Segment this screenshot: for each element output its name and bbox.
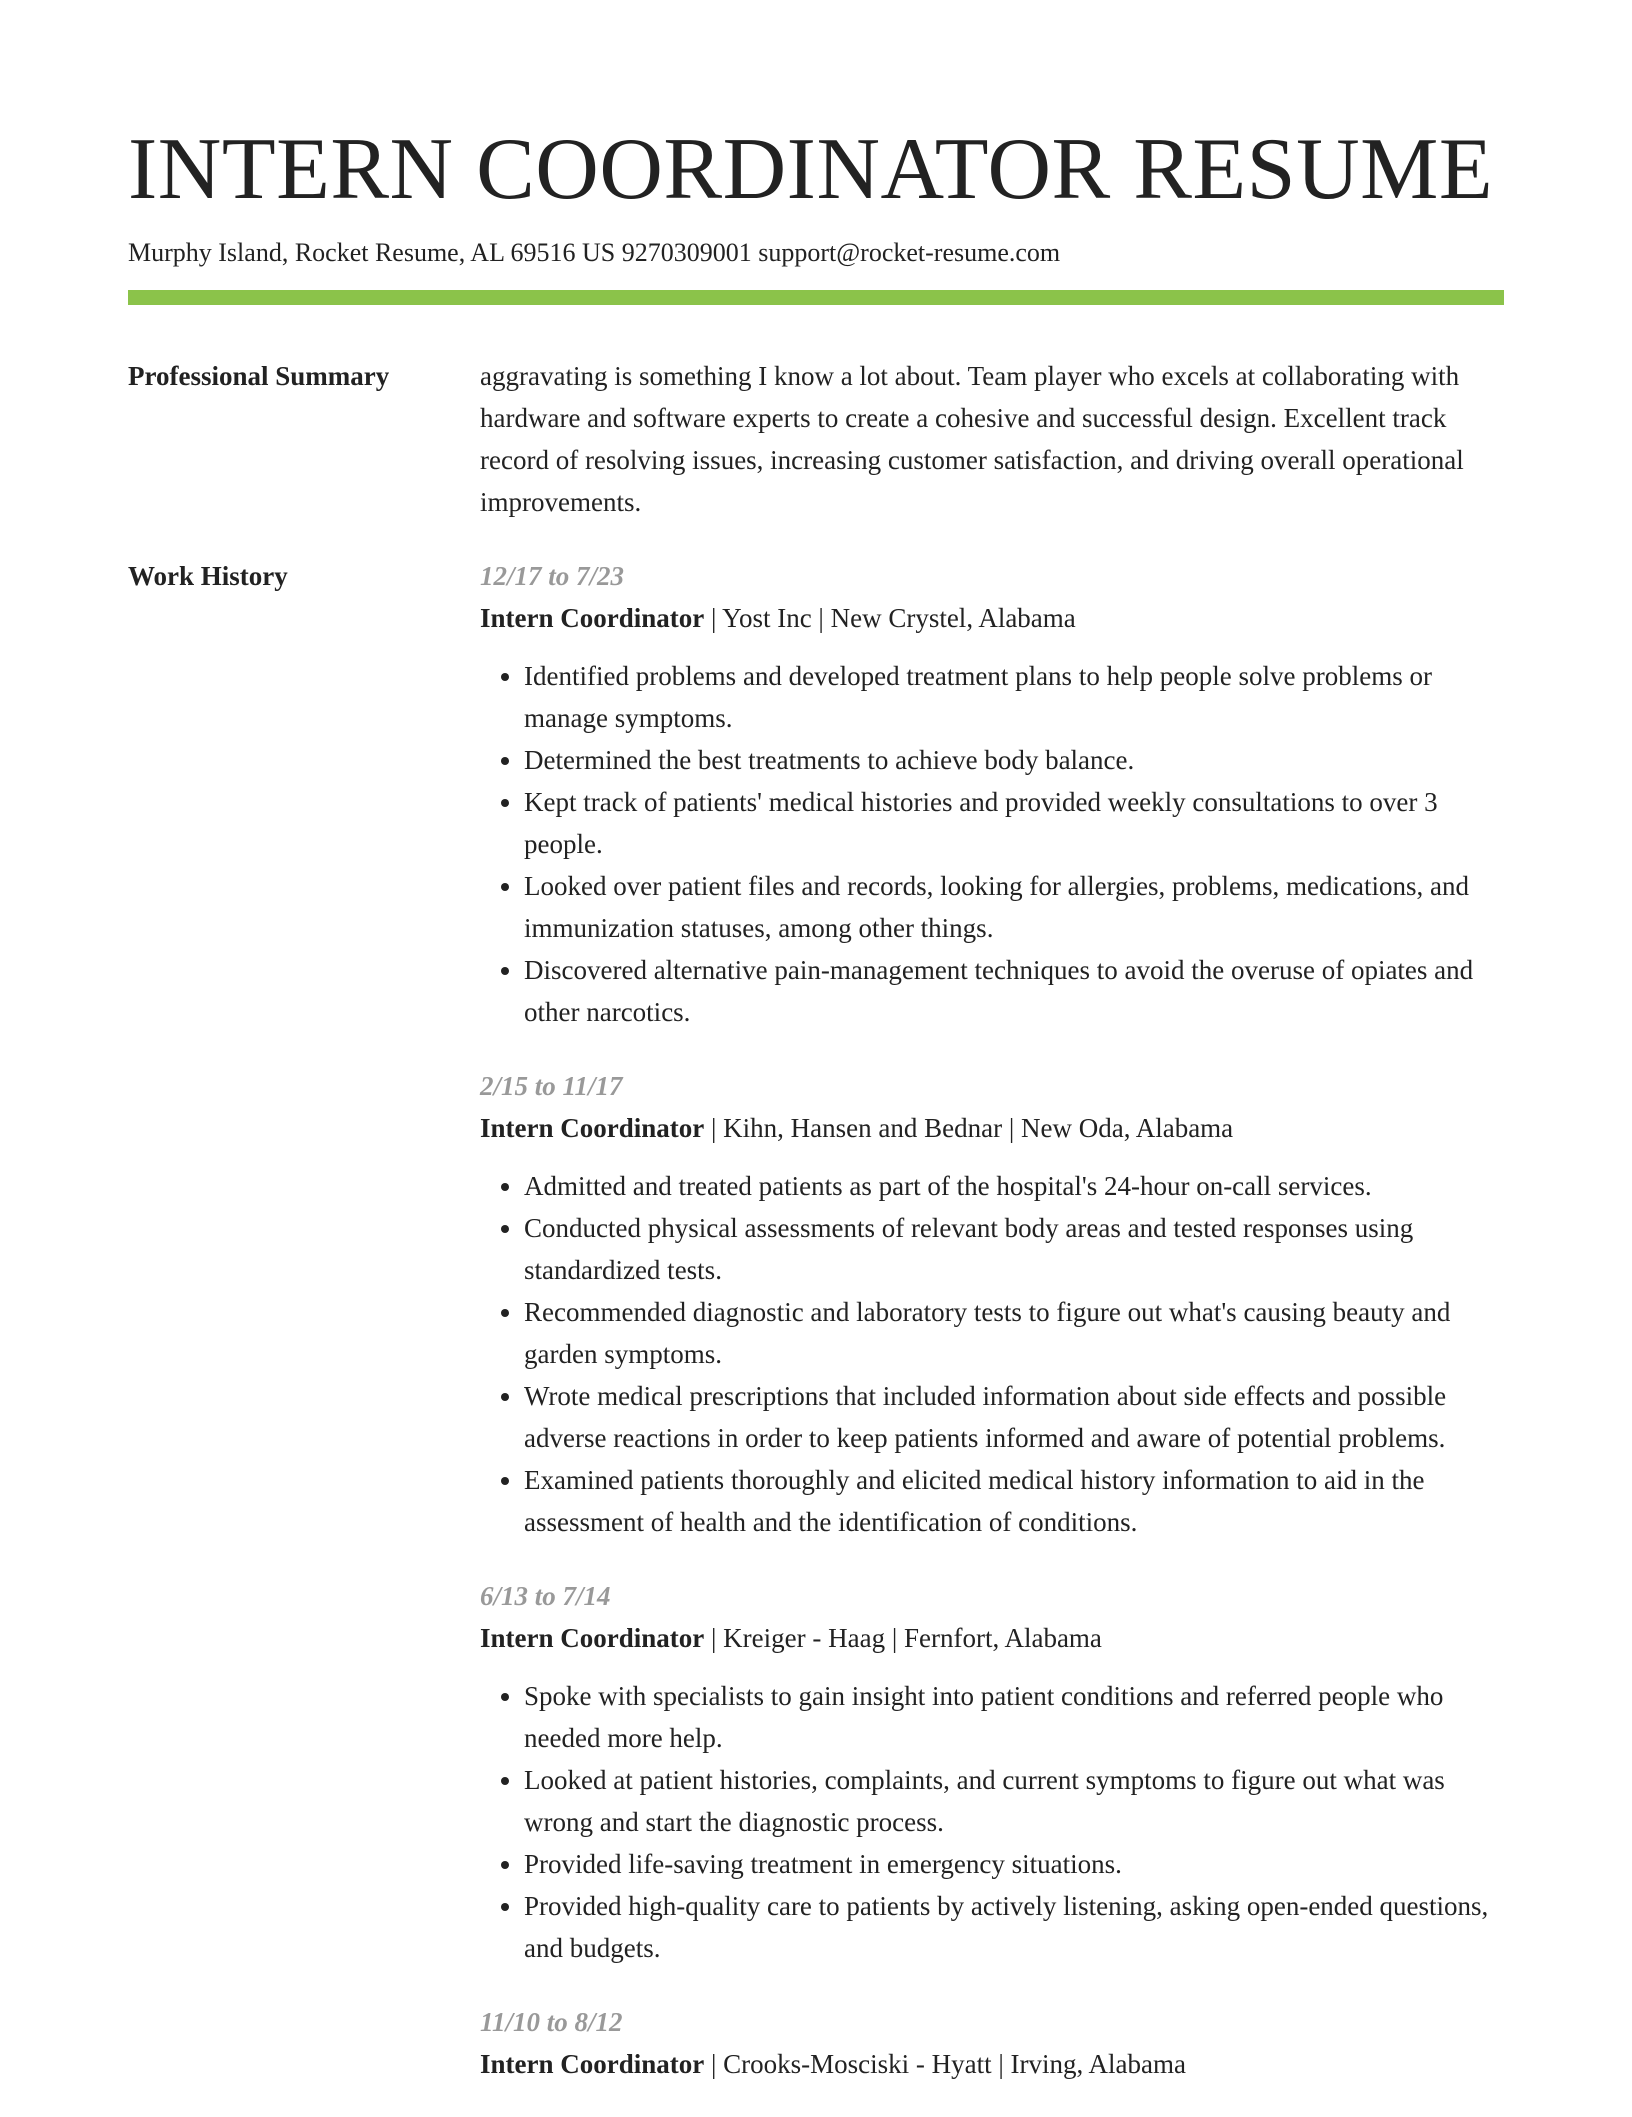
resume-title: INTERN COORDINATOR RESUME [128, 121, 1494, 218]
job-bullet: • Recommended diagnostic and laboratory tests to figure out what's causing beauty and garden symptoms. [524, 1291, 1504, 1375]
job-header [480, 597, 1504, 639]
job-bullet: • Wrote medical prescriptions that included information about side effects and possible adverse reactions in order to keep patients informed and aware of potential problems. [524, 1375, 1504, 1459]
job-details: | Kreiger - Haag | Fernfort, Alabama [704, 1623, 1102, 1653]
job-details: | Kihn, Hansen and Bednar | New Oda, Alabama [704, 1113, 1234, 1143]
job-bullet: • Determined the best treatments to achieve body balance. [524, 739, 1504, 781]
job-entry [480, 1575, 1504, 1969]
job-title: Intern Coordinator [480, 1113, 705, 1143]
job-bullet: • Conducted physical assessments of relevant body areas and tested responses using standardized tests. [524, 1207, 1504, 1291]
job-dates: 2/15 to 11/17 [480, 1071, 623, 1101]
job-entry [480, 2001, 1504, 2085]
job-bullet: • Provided life-saving treatment in emergency situations. [524, 1843, 1504, 1885]
job-entry [480, 1065, 1504, 1543]
job-details: | Yost Inc | New Crystel, Alabama [704, 603, 1076, 633]
job-header [480, 1617, 1504, 1659]
section-label-professional-summary: Professional Summary [128, 361, 390, 391]
job-bullet: • Admitted and treated patients as part of the hospital's 24-hour on-call services. [524, 1165, 1504, 1207]
job-bullet: • Discovered alternative pain-management techniques to avoid the overuse of opiates and other narcotics. [524, 949, 1504, 1033]
job-dates: 12/17 to 7/23 [480, 561, 625, 591]
job-details: | Crooks-Mosciski - Hyatt | Irving, Alabama [704, 2049, 1186, 2079]
job-header [480, 2043, 1504, 2085]
work-history-section [128, 555, 1504, 2117]
job-bullet: • Identified problems and developed treatment plans to help people solve problems or manage symptoms. [524, 655, 1504, 739]
job-dates: 11/10 to 8/12 [480, 2007, 623, 2037]
job-bullet: • Spoke with specialists to gain insight into patient conditions and referred people who needed more help. [524, 1675, 1504, 1759]
job-bullet-list [480, 1165, 1504, 1543]
job-bullet-list [480, 1675, 1504, 1969]
job-entry [480, 555, 1504, 1033]
job-bullet: • Looked over patient files and records, looking for allergies, problems, medications, and immunization statuses, among other things. [524, 865, 1504, 949]
accent-divider [128, 290, 1504, 305]
section-label-work-history: Work History [128, 561, 288, 591]
job-bullet: • Examined patients thoroughly and elicited medical history information to aid in the assessment of health and the identification of conditions. [524, 1459, 1504, 1543]
resume-page [128, 0, 1504, 2117]
job-title: Intern Coordinator [480, 2049, 705, 2079]
work-history-body [480, 555, 1504, 2117]
job-header [480, 1107, 1504, 1149]
summary-text: aggravating is something I know a lot about. Team player who excels at collaborating with hardware and software experts to create a cohesive and successful design. Excellent track record of resolving issues, increasing customer satisfaction, and driving overall operational improvements. [480, 361, 1464, 517]
job-bullet: • Looked at patient histories, complaints, and current symptoms to figure out what was wrong and start the diagnostic process. [524, 1759, 1504, 1843]
contact-line: Murphy Island, Rocket Resume, AL 69516 US 9270309001 support@rocket-resume.com [128, 238, 1061, 267]
job-dates: 6/13 to 7/14 [480, 1581, 611, 1611]
professional-summary-section [128, 355, 1504, 523]
job-title: Intern Coordinator [480, 603, 705, 633]
job-bullet: • Provided high-quality care to patients by actively listening, asking open-ended questions, and budgets. [524, 1885, 1504, 1969]
job-bullet: • Kept track of patients' medical histories and provided weekly consultations to over 3 people. [524, 781, 1504, 865]
job-bullet-list [480, 655, 1504, 1033]
job-title: Intern Coordinator [480, 1623, 705, 1653]
professional-summary-body [480, 355, 1504, 523]
